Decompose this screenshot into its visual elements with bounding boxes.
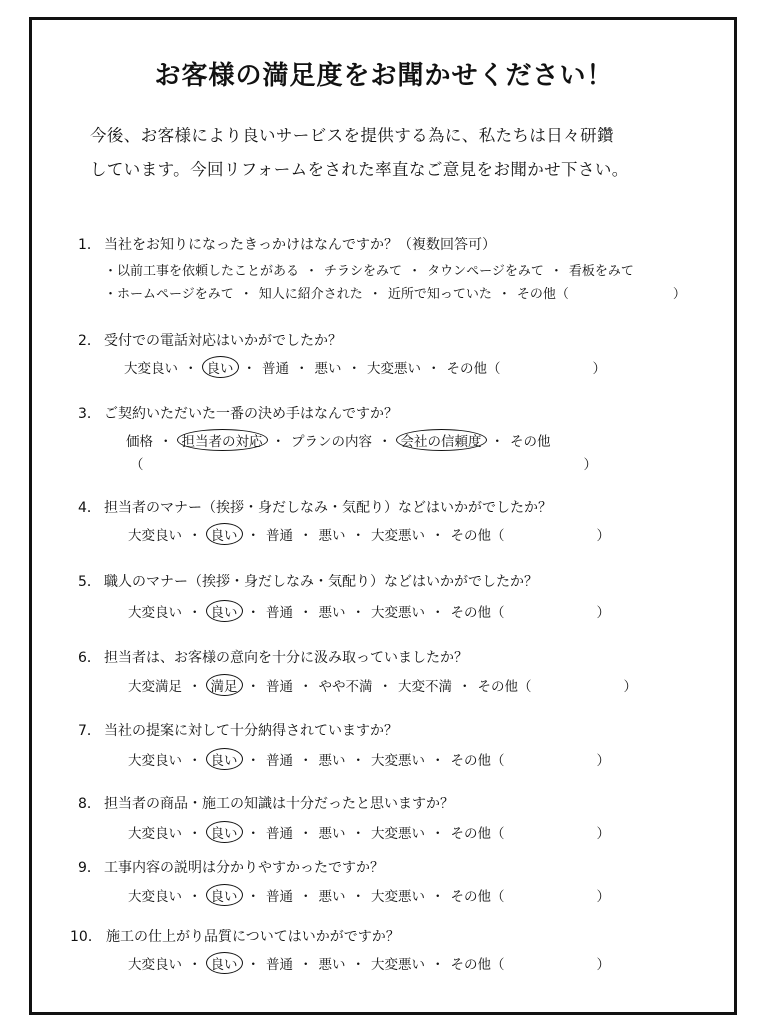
bullet: ・ — [431, 528, 445, 544]
bullet: ・ — [104, 287, 118, 302]
bullet: ・ — [188, 753, 202, 769]
option[interactable]: 悪い — [318, 826, 346, 842]
option[interactable]: 悪い — [318, 753, 346, 769]
question-number: 4． — [78, 500, 101, 516]
option[interactable]: 大変良い — [128, 528, 182, 544]
option[interactable]: 大変良い — [128, 605, 182, 621]
bullet: ・ — [490, 434, 504, 450]
bullet: ・ — [351, 605, 365, 621]
question-2 — [78, 330, 342, 350]
bullet: ・ — [159, 434, 173, 450]
option[interactable]: 近所で知っていた — [387, 287, 492, 302]
bullet: ・ — [299, 679, 313, 695]
option[interactable]: やや不満 — [318, 679, 373, 695]
option-selected[interactable]: 担当者の対応 — [177, 429, 268, 451]
bullet: ・ — [246, 528, 260, 544]
question-number: 2． — [78, 333, 101, 349]
option[interactable]: タウンページをみて — [427, 264, 544, 279]
option[interactable]: その他（ — [450, 528, 505, 544]
question-7 — [78, 720, 398, 740]
bullet: ・ — [246, 889, 260, 905]
option[interactable]: 知人に紹介された — [258, 287, 363, 302]
bullet: ・ — [104, 264, 118, 279]
bullet: ・ — [299, 826, 313, 842]
bullet: ・ — [549, 264, 563, 279]
bullet: ・ — [497, 287, 511, 302]
question-4 — [78, 497, 552, 517]
page-title: お客様の満足度をお聞かせください！ — [154, 61, 614, 91]
close-paren: ） — [596, 889, 610, 905]
option[interactable]: 大変良い — [128, 753, 182, 769]
option[interactable]: 普通 — [266, 679, 293, 695]
option-selected[interactable]: 良い — [206, 600, 243, 622]
q4-options — [128, 523, 610, 545]
question-text: 当社の提案に対して十分納得されていますか？ — [104, 723, 398, 739]
question-text: 職人のマナー（挨拶・身だしなみ・気配り）などはいかがでしたか？ — [104, 574, 538, 590]
option[interactable]: その他（ — [516, 287, 569, 302]
question-text: 担当者は、お客様の意向を十分に汲み取っていましたか？ — [104, 650, 468, 666]
bullet: ・ — [239, 287, 253, 302]
option[interactable]: 大変悪い — [371, 605, 425, 621]
option[interactable]: 大変悪い — [371, 826, 425, 842]
bullet: ・ — [351, 753, 365, 769]
option[interactable]: 普通 — [266, 605, 293, 621]
bullet: ・ — [431, 826, 445, 842]
bullet: ・ — [299, 528, 313, 544]
q6-options — [128, 674, 637, 696]
bullet: ・ — [458, 679, 472, 695]
option[interactable]: 大変良い — [124, 361, 178, 377]
bullet: ・ — [184, 361, 198, 377]
option-selected[interactable]: 良い — [202, 356, 239, 378]
question-number: 1． — [78, 237, 101, 253]
q10-options — [128, 952, 610, 974]
bullet: ・ — [431, 957, 445, 973]
option[interactable]: その他（ — [450, 753, 505, 769]
bullet: ・ — [299, 957, 313, 973]
question-number: 10． — [70, 929, 102, 945]
bullet: ・ — [246, 679, 260, 695]
bullet: ・ — [408, 264, 422, 279]
option-selected[interactable]: 良い — [206, 523, 243, 545]
option[interactable]: 大変悪い — [371, 957, 425, 973]
question-number: 7． — [78, 723, 101, 739]
bullet: ・ — [246, 957, 260, 973]
option[interactable]: 普通 — [266, 528, 293, 544]
bullet: ・ — [431, 605, 445, 621]
bullet: ・ — [299, 605, 313, 621]
bullet: ・ — [351, 826, 365, 842]
close-paren: ） — [596, 605, 610, 621]
option[interactable]: 悪い — [318, 528, 346, 544]
question-5 — [78, 571, 538, 591]
option[interactable]: その他（ — [477, 679, 532, 695]
option[interactable]: 大変良い — [128, 889, 182, 905]
q8-options — [128, 821, 610, 843]
option[interactable]: 以前工事を依頼したことがある — [117, 264, 300, 279]
bullet: ・ — [305, 264, 319, 279]
question-9 — [78, 857, 384, 877]
bullet: ・ — [351, 889, 365, 905]
question-text: 担当者の商品・施工の知識は十分だったと思いますか？ — [104, 796, 454, 812]
bullet: ・ — [188, 889, 202, 905]
bullet: ・ — [431, 753, 445, 769]
bullet: ・ — [431, 889, 445, 905]
bullet: ・ — [242, 361, 256, 377]
option[interactable]: プランの内容 — [291, 434, 372, 450]
bullet: ・ — [246, 826, 260, 842]
bullet: ・ — [351, 957, 365, 973]
option-selected[interactable]: 良い — [206, 748, 243, 770]
question-3 — [78, 403, 398, 423]
bullet: ・ — [246, 753, 260, 769]
option[interactable]: その他（ — [446, 361, 501, 377]
q7-options — [128, 748, 610, 770]
option[interactable]: 大変悪い — [371, 889, 425, 905]
option[interactable]: 大変悪い — [367, 361, 421, 377]
option[interactable]: 大変良い — [128, 957, 182, 973]
option[interactable]: 大変良い — [128, 826, 182, 842]
question-number: 8． — [78, 796, 101, 812]
bullet: ・ — [188, 826, 202, 842]
bullet: ・ — [295, 361, 309, 377]
bullet: ・ — [351, 528, 365, 544]
option[interactable]: 大変満足 — [128, 679, 182, 695]
bullet: ・ — [368, 287, 382, 302]
option[interactable]: チラシをみて — [324, 264, 403, 279]
option[interactable]: 大変悪い — [371, 753, 425, 769]
question-text: 工事内容の説明は分かりやすかったですか？ — [104, 860, 384, 876]
option[interactable]: 普通 — [262, 361, 289, 377]
open-paren: （ — [130, 457, 144, 473]
q3-other-field[interactable] — [130, 453, 597, 473]
option-selected[interactable]: 会社の信頼度 — [396, 429, 487, 451]
option[interactable]: 悪い — [318, 957, 346, 973]
option[interactable]: 普通 — [266, 753, 293, 769]
question-text: ご契約いただいた一番の決め手はなんですか？ — [104, 406, 398, 422]
option[interactable]: その他（ — [450, 605, 505, 621]
bullet: ・ — [299, 753, 313, 769]
close-paren: ） — [672, 287, 686, 302]
option-selected[interactable]: 良い — [206, 821, 243, 843]
bullet: ・ — [188, 957, 202, 973]
option-selected[interactable]: 満足 — [206, 674, 243, 696]
bullet: ・ — [378, 679, 392, 695]
question-number: 5． — [78, 574, 101, 590]
option[interactable]: 看板をみて — [568, 264, 634, 279]
option[interactable]: 悪い — [318, 605, 346, 621]
bullet: ・ — [188, 528, 202, 544]
bullet: ・ — [427, 361, 441, 377]
bullet: ・ — [347, 361, 361, 377]
option-selected[interactable]: 良い — [206, 884, 243, 906]
close-paren: ） — [583, 457, 597, 473]
close-paren: ） — [596, 957, 610, 973]
q1-options-row-2 — [104, 283, 686, 302]
question-6 — [78, 647, 468, 667]
bullet: ・ — [188, 679, 202, 695]
option[interactable]: その他（ — [450, 889, 505, 905]
bullet: ・ — [299, 889, 313, 905]
question-text: 当社をお知りになったきっかけはなんですか？（複数回答可） — [104, 237, 496, 253]
q2-options — [124, 356, 606, 378]
close-paren: ） — [623, 679, 637, 695]
question-text: 施工の仕上がり品質についてはいかがですか？ — [106, 929, 400, 945]
bullet: ・ — [246, 605, 260, 621]
question-8 — [78, 793, 454, 813]
option[interactable]: その他（ — [450, 826, 505, 842]
question-1 — [78, 234, 496, 254]
q3-options — [126, 429, 551, 451]
close-paren: ） — [596, 753, 610, 769]
question-text: 担当者のマナー（挨拶・身だしなみ・気配り）などはいかがでしたか？ — [104, 500, 552, 516]
option[interactable]: その他（ — [450, 957, 505, 973]
option[interactable]: ホームページをみて — [117, 287, 234, 302]
close-paren: ） — [592, 361, 606, 377]
option[interactable]: 普通 — [266, 889, 293, 905]
q1-options-row-1 — [104, 260, 634, 279]
question-number: 3． — [78, 406, 101, 422]
option[interactable]: 大変不満 — [398, 679, 452, 695]
question-number: 9． — [78, 860, 101, 876]
bullet: ・ — [188, 605, 202, 621]
intro-line-1: 今後、お客様により良いサービスを提供する為に、私たちは日々研鑽 — [90, 126, 614, 145]
option[interactable]: 普通 — [266, 826, 293, 842]
option[interactable]: 普通 — [266, 957, 293, 973]
q5-options — [128, 600, 610, 622]
option[interactable]: 価格 — [126, 434, 153, 450]
question-10 — [70, 926, 400, 946]
close-paren: ） — [596, 826, 610, 842]
option[interactable]: 悪い — [314, 361, 342, 377]
q9-options — [128, 884, 610, 906]
close-paren: ） — [596, 528, 610, 544]
option-selected[interactable]: 良い — [206, 952, 243, 974]
question-text: 受付での電話対応はいかがでしたか？ — [104, 333, 342, 349]
option[interactable]: その他 — [510, 434, 551, 450]
bullet: ・ — [271, 434, 285, 450]
bullet: ・ — [378, 434, 392, 450]
option[interactable]: 悪い — [318, 889, 346, 905]
option[interactable]: 大変悪い — [371, 528, 425, 544]
intro-line-2: しています。今回リフォームをされた率直なご意見をお聞かせ下さい。 — [90, 160, 629, 179]
question-number: 6． — [78, 650, 101, 666]
